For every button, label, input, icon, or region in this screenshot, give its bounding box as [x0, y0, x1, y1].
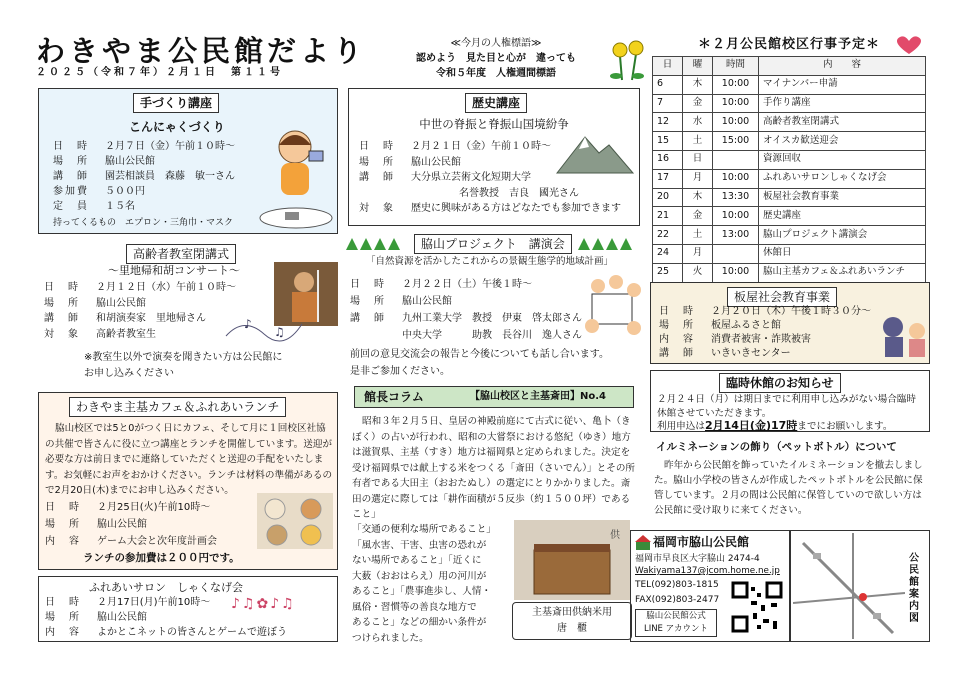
schedule-day: 22: [653, 226, 683, 245]
schedule-event: 脇山主基カフェ＆ふれあいランチ: [759, 263, 926, 282]
col-content: 内 容: [759, 57, 926, 76]
column-text-continued: 「交通の便利な場所であること」 「風水害、干害、虫害の恐れが ない場所であること」「近くに 大薮（おおはらえ）用の河川が あること」「農事進歩し、人情・ 風俗・習慣等の善良な地方で あること」などの細かい条件が つけられました。: [352, 524, 496, 644]
info-row: 場 所 脇山公民館: [359, 156, 461, 168]
mountain-icon: [555, 131, 635, 175]
schedule-weekday: 木: [683, 75, 713, 94]
info-row: 講 師 和胡演奏家 里地帰さん: [44, 313, 206, 324]
photo-caption: 唐 櫃: [557, 623, 587, 634]
schedule-day: 17: [653, 169, 683, 188]
tray-icon: [257, 205, 335, 231]
col-time: 時間: [713, 57, 759, 76]
schedule-time: 10:00: [713, 207, 759, 226]
section-heading: イルミネーションの飾り（ペットボトル）について: [656, 441, 897, 453]
closure-text: ２月２４日（月）は期日までに利用申し込みがない場合臨時休館させていただきます。: [657, 394, 917, 419]
schedule-time: 10:00: [713, 75, 759, 94]
schedule-event: 脇山プロジェクト講演会: [759, 226, 926, 245]
note: 是非ご参加ください。: [350, 366, 450, 377]
schedule-time: 10:00: [713, 94, 759, 113]
person-illustration-icon: [261, 125, 335, 205]
schedule-event: 資源回収: [759, 150, 926, 169]
svg-text:♫: ♫: [274, 325, 285, 339]
schedule-row: [653, 169, 926, 188]
section-heading: 板屋社会教育事業: [727, 287, 837, 307]
note: 前回の意見交流会の報告と今後についても話し合います。: [350, 349, 609, 360]
schedule-title: ＊２月公民館校区行事予定＊: [697, 37, 880, 52]
schedule-row: [653, 132, 926, 151]
info-row: 参加費 ５００円: [53, 186, 145, 197]
schedule-row: [653, 244, 926, 263]
schedule-event: オイスカ歓送迎会: [759, 132, 926, 151]
karabitsu-photo-icon: [514, 520, 630, 600]
info-row: 場 所 脇山公民館: [45, 519, 147, 530]
schedule-time: 10:00: [713, 169, 759, 188]
info-row: 中央大学 助教 長谷川 逸人さん: [402, 330, 582, 341]
info-row: 内 容 消費者被害・詐欺被害: [659, 334, 811, 345]
info-row: 名誉教授 吉良 國光さん: [459, 187, 579, 199]
info-row: 場 所 脇山公民館: [44, 297, 146, 309]
map-label: 公民館案内図: [909, 553, 919, 624]
schedule-day: 24: [653, 244, 683, 263]
bring-items: 持ってくるもの エプロン・三角巾・マスク: [53, 218, 234, 228]
section-heading: 高齢者教室閉講式: [126, 244, 236, 264]
illumination-notice: [650, 440, 930, 526]
schedule-time: 13:00: [713, 226, 759, 245]
handmade-course: [38, 88, 338, 234]
schedule-row: [653, 94, 926, 113]
section-heading: 脇山プロジェクト 講演会: [414, 234, 572, 254]
schedule-weekday: 木: [683, 188, 713, 207]
motto-heading: ≪今月の人権標語≫: [450, 38, 542, 49]
schedule-event: マイナンバー申請: [759, 75, 926, 94]
schedule-day: 7: [653, 94, 683, 113]
svg-text:供: 供: [610, 530, 620, 541]
office-email[interactable]: Wakiyama137@jcom.home.ne.jp: [635, 566, 780, 576]
lunch-photo-icon: [257, 493, 333, 549]
lunch-fee: ランチの参加費は２００円です。: [83, 552, 240, 564]
schedule-event: 高齢者教室閉講式: [759, 113, 926, 132]
info-row: 日 時 ２月１２日（水）午前１０時～: [44, 282, 236, 293]
schedule-header-row: [653, 57, 926, 76]
col-day: 日: [653, 57, 683, 76]
history-course: [348, 88, 640, 226]
itaya-education-event: [650, 282, 930, 364]
schedule-row: [653, 207, 926, 226]
schedule-day: 12: [653, 113, 683, 132]
tree-icon: [578, 236, 642, 252]
schedule-time: 15:00: [713, 132, 759, 151]
section-heading: わきやま主基カフェ＆ふれあいランチ: [69, 397, 286, 417]
heart-icon: [892, 34, 926, 56]
office-address: 福岡市早良区大字脇山 2474-4: [635, 554, 760, 564]
office-tel: TEL(092)803-1815: [635, 580, 719, 590]
office-contact: [630, 530, 790, 642]
schedule-event: 板屋社会教育事業: [759, 188, 926, 207]
line-label: LINE アカウント: [643, 624, 709, 634]
info-row: 講 師 九州工業大学 教授 伊東 啓太郎さん: [350, 313, 582, 324]
schedule-row: [653, 113, 926, 132]
building-icon: [635, 535, 651, 551]
schedule-event: ふれあいサロンしゃくなげ会: [759, 169, 926, 188]
info-row: 講 師 いきいきセンター: [659, 348, 791, 359]
schedule-time: 13:30: [713, 188, 759, 207]
temporary-closure-notice: [650, 370, 930, 432]
course-subtitle: こんにゃくづくり: [129, 120, 225, 134]
info-row: 日 時 ２月７日（金）午前１０時～: [53, 141, 235, 152]
schedule-day: 20: [653, 188, 683, 207]
course-subtitle: 中世の脊振と脊振山国境紛争: [419, 117, 569, 131]
section-heading: 臨時休館のお知らせ: [719, 373, 841, 393]
note: お申し込みください: [84, 368, 174, 379]
music-notes-icon: [224, 306, 304, 346]
schedule-row: [653, 263, 926, 282]
col-weekday: 曜: [683, 57, 713, 76]
svg-text:♪: ♪: [244, 317, 252, 331]
project-lecture: [346, 234, 642, 384]
schedule-weekday: 金: [683, 94, 713, 113]
issue-date: ２０２５（令和７年）２月１日 第１１号: [36, 67, 283, 78]
schedule-row: [653, 75, 926, 94]
illumination-text: 昨年から公民館を飾っていたイルミネーションを撤去しました。脇山小学校の皆さんが作成したペットボトルを公民館に保管しています。２月の間は公民館に保管していので欲しい方は公民館に受け取りに来てください。: [654, 460, 923, 516]
info-row: 日 時 ２月２０日（木）午後１時３０分～: [659, 306, 871, 317]
human-rights-motto: [390, 36, 602, 84]
photo-caption: 主基斎田供納米用: [532, 607, 612, 618]
schedule-event: 手作り講座: [759, 94, 926, 113]
schedule-day: 6: [653, 75, 683, 94]
schedule-day: 15: [653, 132, 683, 151]
tree-icon: [346, 236, 410, 252]
info-row: 対 象 高齢者教室生: [44, 328, 156, 340]
schedule-time: 10:00: [713, 113, 759, 132]
elderly-class-closing: [38, 242, 338, 386]
access-map: [790, 530, 930, 642]
meeting-illustration-icon: [584, 274, 642, 338]
schedule-weekday: 日: [683, 150, 713, 169]
info-row: 場 所 板屋ふるさと館: [659, 320, 781, 331]
schedule-row: [653, 150, 926, 169]
section-heading: 手づくり講座: [133, 93, 219, 113]
schedule-day: 25: [653, 263, 683, 282]
closure-deadline: 利用申込は2月14日(金)17時までにお願いします。: [657, 419, 893, 432]
info-row: 定 員 １５名: [53, 201, 135, 212]
info-row: 場 所 脇山公民館: [53, 156, 155, 167]
info-row: 日 時 ２月25日(火)午前10時～: [45, 502, 211, 513]
column-series: 【脇山校区と主基斎田】No.4: [470, 391, 606, 402]
masthead: [36, 36, 380, 84]
scam-warning-icon: [879, 311, 929, 359]
schedule-weekday: 月: [683, 169, 713, 188]
schedule-event: 歴史講座: [759, 207, 926, 226]
info-row: 講 師 園芸相談員 森藤 敏一さん: [53, 171, 235, 182]
event-schedule: [652, 36, 926, 280]
line-label: 脇山公民館公式: [646, 611, 706, 621]
column-heading: 館長コラム: [364, 390, 424, 404]
map-illustration-icon: [793, 533, 905, 639]
qr-code-icon[interactable]: [731, 581, 783, 633]
schedule-day: 16: [653, 150, 683, 169]
info-row: 場 所 脇山公民館: [350, 296, 452, 307]
course-subtitle: ～里地帰和胡コンサート～: [108, 264, 240, 277]
fureai-salon: [38, 576, 338, 642]
schedule-weekday: 土: [683, 226, 713, 245]
motto-source: 令和５年度 人権週間標語: [436, 68, 556, 79]
schedule-weekday: 金: [683, 207, 713, 226]
schedule-day: 21: [653, 207, 683, 226]
schedule-weekday: 火: [683, 263, 713, 282]
column-text: 昭和３年２月５日、皇居の神殿前庭にて古式に従い、亀卜（きぼく）の占いが行われ、昭和の大嘗祭における悠紀（ゆき）地方は滋賀県、主基（すき）地方は福岡県と定められました。決定を受け福岡県では献上する米をつくる「斎田（さいでん）」とその所有者である大田主（おおたぬし）の選定にとりかかりました。斎田の選定に際しては「耕作面積が５反歩（約１５００坪）であること」: [352, 416, 636, 520]
motto-line: 認めよう 見た目と心が 違っても: [416, 53, 576, 64]
schedule-table: [652, 56, 926, 283]
info-row: 日 時 ２月２２日（土）午後１時～: [350, 279, 532, 290]
info-row: 対 象 歴史に興味がある方はどなたでも参加できます: [359, 203, 621, 214]
schedule-time: [713, 150, 759, 169]
director-column: [346, 386, 642, 644]
schedule-time: [713, 244, 759, 263]
info-row: 講 師 大分県立芸術文化短期大学: [359, 172, 531, 183]
info-row: 日 時 ２月17日(月)午前10時～: [45, 597, 211, 608]
schedule-weekday: 水: [683, 113, 713, 132]
schedule-time: 10:00: [713, 263, 759, 282]
info-row: 日 時 ２月２１日（金）午前１０時～: [359, 141, 551, 152]
info-row: 内 容 ゲーム大会と次年度計画会: [45, 536, 217, 547]
info-row: 場 所 脇山公民館: [45, 612, 147, 623]
lecture-subtitle: 「自然資源を活かしたこれからの景観生態学的地域計画」: [366, 256, 614, 267]
section-heading: 歴史講座: [465, 93, 527, 113]
note: ※教室生以外で演奏を聞きたい方は公民館に: [84, 352, 283, 363]
schedule-weekday: 月: [683, 244, 713, 263]
cafe-and-lunch: [38, 392, 338, 570]
schedule-row: [653, 188, 926, 207]
flower-icon: [608, 36, 648, 82]
section-heading: ふれあいサロン しゃくなげ会: [89, 581, 243, 594]
info-row: 内 容 よかとこネットの皆さんとゲームで遊ぼう: [45, 627, 287, 638]
music-notes-icon: ♪♫✿♪♫: [231, 596, 296, 612]
office-name: 福岡市脇山公民館: [653, 535, 750, 549]
newsletter-title: わきやま公民館だより: [36, 34, 367, 68]
schedule-weekday: 土: [683, 132, 713, 151]
schedule-row: [653, 226, 926, 245]
schedule-event: 休館日: [759, 244, 926, 263]
office-fax: FAX(092)803-2477: [635, 595, 720, 605]
cafe-description: 脇山校区では5と0がつく日にカフェ、そして月に１回校区社協の共催で皆さんに役に立つ講座とランチを開催しています。送迎が必要な方は前日までに連絡していただくと送迎の手配をいたします。お気軽にお声をおかけください。ランチは材料の準備があるので2月20日(木)までにお申し込みください。: [45, 423, 333, 496]
